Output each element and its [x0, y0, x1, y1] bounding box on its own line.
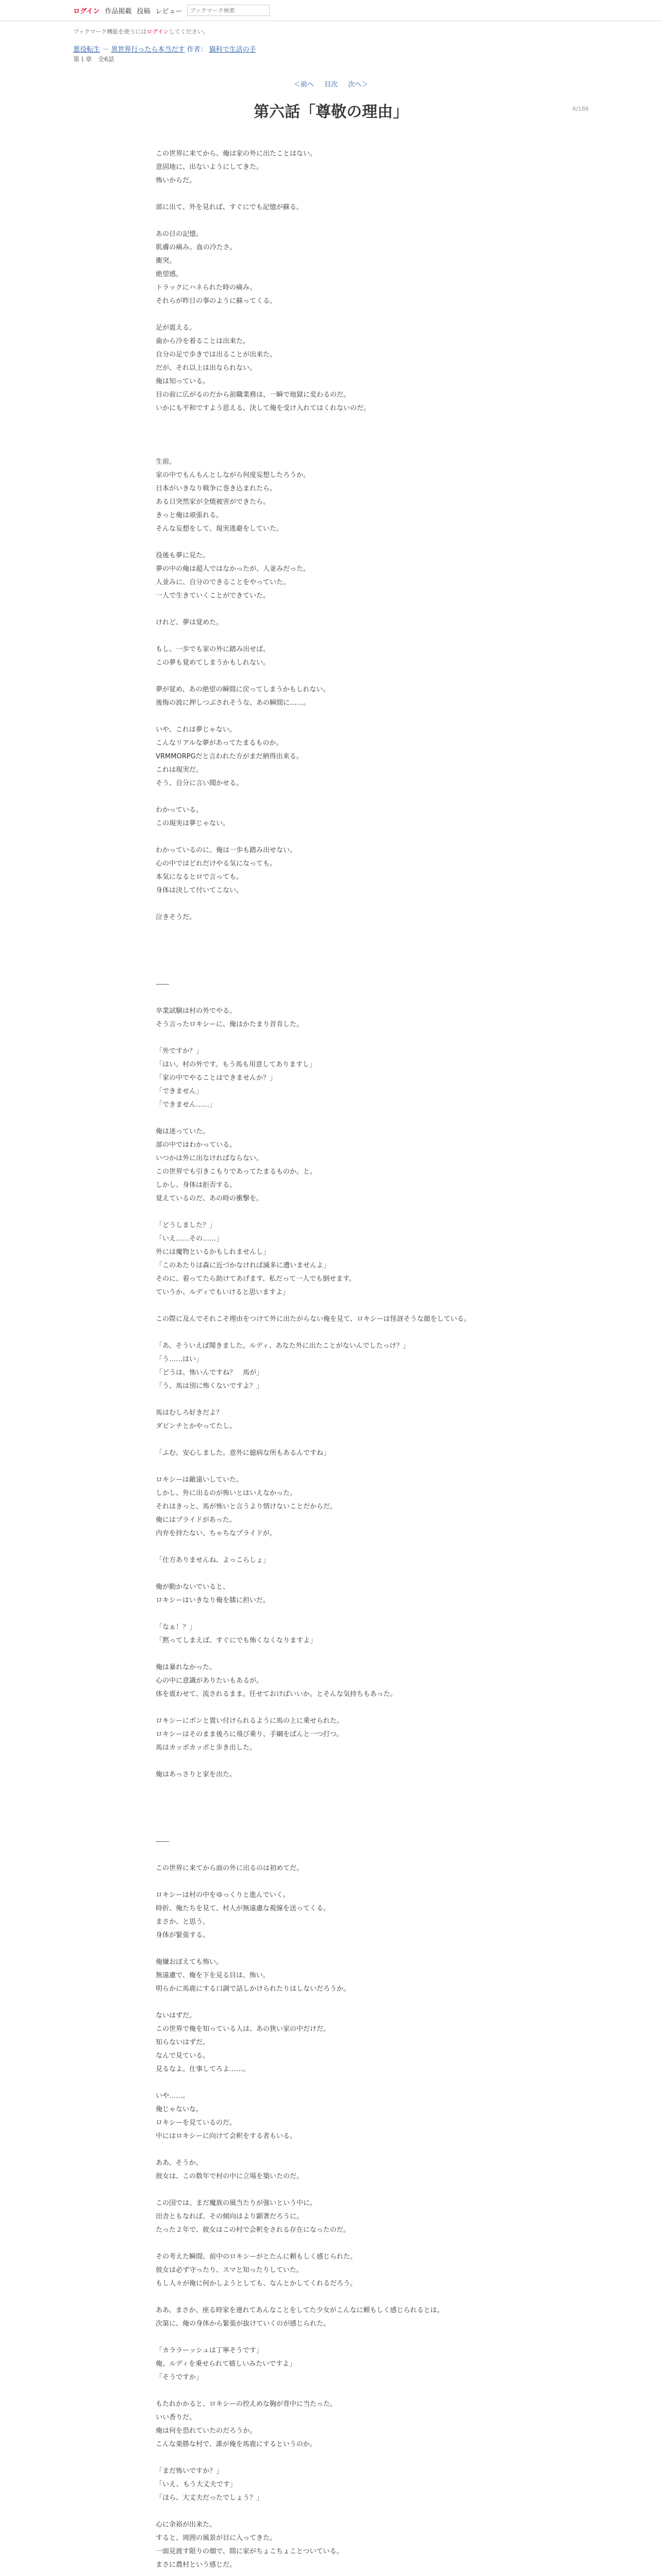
- paragraph: 「ふむ。安心しました。意外に臆病な所もあるんですね」: [156, 1449, 330, 1457]
- paragraph: [156, 2505, 506, 2518]
- next-link[interactable]: 次へ＞: [348, 81, 369, 89]
- paragraph: [156, 1031, 506, 1045]
- paragraph: 後悔の波に押しつぶされそうな、あの瞬間に……。: [156, 699, 310, 707]
- login-notice: [73, 27, 589, 36]
- paragraph: こんなリアルな夢があってたまるものか。: [156, 739, 283, 747]
- paragraph: この際に及んでそれこそ理由をつけて外に出たがらない俺を見て、ロキシーは怪訝そうな顔をしている。: [156, 1315, 471, 1323]
- paragraph: [156, 991, 506, 1005]
- paragraph: 一人で生きていくことができていた。: [156, 592, 270, 600]
- paragraph: [156, 938, 506, 951]
- nav-item-submit[interactable]: 投稿: [137, 7, 151, 15]
- paragraph: それはきっと、馬が怖いと言うより情けないことだからだ。: [156, 1503, 337, 1511]
- paragraph: 明らかに馬鹿にする口調で話しかけられたりはしないだろうか。: [156, 1985, 351, 1993]
- paragraph: [156, 2076, 506, 2090]
- paragraph: いい香りだ。: [156, 2414, 196, 2421]
- paragraph: ああ、まさか、座る時家を連れてあんなことをしてた少女がこんなに頼もしく感じられるとは。: [156, 2307, 444, 2314]
- paragraph: 泣きそうだ。: [156, 913, 196, 921]
- paragraph: [156, 1112, 506, 1125]
- paragraph: 「う、馬は別に怖くないですよ？」: [156, 1382, 263, 1390]
- paragraph: 卒業試験は村の外でやる。: [156, 1007, 237, 1015]
- paragraph: 「う……はい」: [156, 1355, 203, 1363]
- paragraph: ある日突然家が全焼被害ができたら。: [156, 498, 270, 506]
- paragraph: 役後も夢に見た。: [156, 552, 210, 560]
- login-link[interactable]: ログイン: [73, 7, 100, 15]
- paragraph: [156, 790, 506, 804]
- paragraph: わかっているのに、俺は一歩も踏み出せない。: [156, 846, 297, 854]
- paragraph: 俺が動かないでいると、: [156, 1583, 230, 1591]
- main-container: [73, 27, 589, 2576]
- paragraph: 日本がいきなり戦争に巻き込まれたら。: [156, 485, 277, 493]
- paragraph: [156, 2237, 506, 2250]
- paragraph: [156, 1206, 506, 1219]
- paragraph: [156, 2183, 506, 2197]
- paragraph: いや、これは夢じゃない。: [156, 726, 236, 734]
- paragraph: 「このあたりは森に近づかなければ滅多に遭いませんよ」: [156, 1262, 330, 1269]
- paragraph: 部に出て、外を見れば、すぐにでも記憶が蘇る。: [156, 204, 303, 211]
- paragraph: [156, 1701, 506, 1715]
- paragraph: 俺はあっさりと家を出た。: [156, 1771, 236, 1778]
- paragraph: 俺じゃないな。: [156, 2106, 203, 2113]
- paragraph: 怖いからだ。: [156, 177, 196, 184]
- paragraph: [156, 2291, 506, 2304]
- paragraph: [156, 710, 506, 723]
- paragraph: [156, 1996, 506, 2009]
- paragraph: [156, 897, 506, 911]
- paragraph: 夢が覚め、あの絶望の瞬間に戻ってしまうかもしれない。: [156, 686, 330, 693]
- paragraph: そう、自分に言い聞かせる。: [156, 779, 243, 787]
- paragraph: 俺は知っている。: [156, 378, 210, 385]
- paragraph: [156, 2331, 506, 2344]
- paragraph: [156, 670, 506, 683]
- paragraph: ダビンチとかやってたし。: [156, 1422, 237, 1430]
- paragraph: [156, 1795, 506, 1808]
- paragraph: 「どうしました？」: [156, 1222, 217, 1229]
- paragraph: 心の中ではどれだけやる気になっても。: [156, 860, 277, 868]
- author-label: 作者：: [187, 46, 207, 54]
- paragraph: 内弁を持たない、ちゃちなプライドが。: [156, 1530, 276, 1537]
- story-title: 第六話「尊敬の理由」: [254, 103, 408, 121]
- paragraph: ああ、そうか。: [156, 2159, 203, 2167]
- paragraph: いつかは外に出なければならない。: [156, 1155, 263, 1162]
- paragraph: 時折、俺たちを見て、村人が無遠慮な視線を送ってくる。: [156, 1905, 330, 1912]
- paragraph: [156, 1808, 506, 1822]
- paragraph: そう言ったロキシーに、俺はかたまり首肯した。: [156, 1021, 303, 1028]
- paragraph: [156, 1875, 506, 1889]
- series-title: [73, 44, 589, 54]
- chapter-info: 第１章 全6話: [73, 56, 114, 63]
- paragraph: 生前。: [156, 458, 176, 466]
- paragraph: 心に余裕が出来た。: [156, 2521, 217, 2529]
- paragraph: 人並みに、自分のできることをやっていた。: [156, 579, 290, 586]
- paragraph: しかし、身体は拒否する。: [156, 1181, 237, 1189]
- paragraph: 本気になるとロで言っても。: [156, 873, 243, 881]
- notice-text-post: してください。: [169, 28, 209, 35]
- paragraph: この世界で俺を知っている人は、あの狭い家の中だけだ。: [156, 2025, 330, 2033]
- pager: [73, 79, 589, 89]
- paragraph: この現実は夢じゃない。: [156, 820, 230, 827]
- paragraph: 俺にはプライドがあった。: [156, 1516, 236, 1524]
- section-separator: ――: [156, 1838, 169, 1845]
- paragraph: 俺は何を恐れていたのだろうか。: [156, 2427, 257, 2435]
- paragraph: 一面見渡す限りの畑で、間に家がちょこちょことついている。: [156, 2548, 343, 2555]
- top-bar: [0, 0, 662, 21]
- paragraph: もし人々が俺に何かしようとしても、なんとかしてくれるだろう。: [156, 2280, 357, 2287]
- paragraph: 無遠慮で、俺を下を見る目は、怖い。: [156, 1972, 270, 1979]
- paragraph: 「黙ってしまえば、すぐにでも怖くなくなりますよ」: [156, 1637, 317, 1645]
- paragraph: [156, 1822, 506, 1835]
- paragraph: しかし、外に出るのが怖いとはいえなかった。: [156, 1489, 297, 1497]
- paragraph: 知らないはずだ。: [156, 2039, 210, 2046]
- paragraph: 「いえ……その……」: [156, 1235, 223, 1243]
- paragraph: まさか、と思う。: [156, 1918, 210, 1926]
- paragraph: 肌膚の痛み。血の冷たさ。: [156, 244, 237, 251]
- paragraph: それらが昨日の事のように蘇ってくる。: [156, 297, 277, 305]
- paragraph: [156, 1460, 506, 1473]
- paragraph: そのに、着ってたら助けてあげます、私だって一人でも倒せます。: [156, 1275, 356, 1283]
- index-link[interactable]: 目次: [324, 81, 338, 89]
- paragraph: いかにも平和ですよう思える、決して俺を受け入れてはくれないのだ。: [156, 404, 371, 412]
- paragraph: なんで見ている。: [156, 2052, 210, 2060]
- paragraph: 中にはロキシーに向けて会釈をする者もいる。: [156, 2132, 296, 2140]
- paragraph: 身体は決して付いてこない。: [156, 887, 243, 894]
- paragraph: 心の中に意識がありたいもあるが。: [156, 1677, 263, 1685]
- paragraph: [156, 1393, 506, 1406]
- paragraph: [156, 536, 506, 549]
- paragraph: 彼女は必ず守ったり、スマと知ったりしていた。: [156, 2266, 303, 2274]
- page-number: 6/186: [572, 106, 589, 112]
- paragraph: いや……。: [156, 2092, 190, 2100]
- paragraph: 体を震わせて、流されるまま。任せておけばいいか。とそんな気持ちもあった。: [156, 1690, 397, 1698]
- paragraph: だが、それ以上は出なられない。: [156, 364, 257, 372]
- nav-item-review[interactable]: レビュー: [155, 7, 183, 15]
- section-separator: ――: [156, 980, 169, 988]
- paragraph: この世界でも引きこもりであってたまるものか。と。: [156, 1168, 317, 1176]
- paragraph: 田舎ともなれば、その傾向はより顕著だろうに。: [156, 2213, 304, 2221]
- paragraph: ロキシーはいきなり俺を膝に担いだ。: [156, 1597, 270, 1604]
- paragraph: 「仕方ありませんね、よっこらしょ」: [156, 1556, 270, 1564]
- paragraph: [156, 2143, 506, 2157]
- paragraph: その考えた瞬間、前中のロキシーがとたんに頼もしく感じられた。: [156, 2253, 357, 2261]
- paragraph: 彼女は、この数年で村の中に立場を築いたのだ。: [156, 2173, 304, 2180]
- paragraph: 馬はむしろ好きだよ？: [156, 1409, 223, 1417]
- paragraph: 自分の足で歩きでは出ることが出来た。: [156, 351, 277, 359]
- paragraph: 馬はカッポカッポと歩き出した。: [156, 1744, 256, 1752]
- paragraph: [156, 924, 506, 938]
- paragraph: この世界に来てから、俺は家の外に出たことはない。: [156, 150, 317, 158]
- notice-text-pre: ブックマーク機能を使うには: [73, 28, 147, 35]
- series-separator: －: [102, 46, 109, 54]
- paragraph: 「できません……」: [156, 1101, 217, 1109]
- paragraph: 家の中でもんもんとしながら何度妄想したろうか。: [156, 471, 310, 479]
- nav-item-post[interactable]: 作品掲載: [105, 7, 132, 15]
- paragraph: [156, 1942, 506, 1956]
- paragraph: [156, 1299, 506, 1313]
- paragraph: もたれかかると、ロキシーの控えめな胸が背中に当たった。: [156, 2400, 337, 2408]
- paragraph: 足が震える。: [156, 324, 196, 332]
- paragraph: 「家の中でやることはできませんか？」: [156, 1074, 277, 1082]
- paragraph: 「はい。村の外です。もう馬も用意してありますし」: [156, 1061, 316, 1069]
- paragraph: [156, 1755, 506, 1768]
- paragraph: [156, 831, 506, 844]
- paragraph: 俺は暴れなかった。: [156, 1664, 217, 1671]
- paragraph: [156, 214, 506, 228]
- paragraph: この国では、まだ魔族の風当たりが強いという中に。: [156, 2199, 317, 2207]
- top-bar-inner: [73, 0, 589, 21]
- paragraph: 「できません」: [156, 1088, 203, 1095]
- paragraph: [156, 603, 506, 616]
- paragraph: わかっている。: [156, 806, 203, 814]
- paragraph: ていうか、ルディでもいけると思いますよ」: [156, 1289, 289, 1296]
- paragraph: [156, 308, 506, 321]
- paragraph: [156, 1567, 506, 1581]
- paragraph: 意固地に、出ないようにしてきた。: [156, 163, 263, 171]
- paragraph: きっと俺は頑張れる。: [156, 512, 223, 519]
- paragraph: 部の中ではわかっている。: [156, 1141, 237, 1149]
- paragraph: [156, 1326, 506, 1340]
- paragraph: 「どうは、怖いんですね？ 馬が」: [156, 1369, 263, 1377]
- paragraph: あの日の記憶。: [156, 230, 203, 238]
- paragraph: 俺は迷っていた。: [156, 1128, 210, 1136]
- paragraph: 身体が緊張する。: [156, 1931, 210, 1939]
- paragraph: 「まだ怖いですか？」: [156, 2467, 223, 2475]
- paragraph: けれど、夢は覚めた。: [156, 619, 223, 626]
- paragraph: [156, 2451, 506, 2465]
- paragraph: この夢も覚めてしまうかもしれない。: [156, 659, 270, 667]
- paragraph: もし、一歩でも家の外に踏み出せば。: [156, 646, 270, 653]
- paragraph: 次第に、俺の身体から緊張が抜けていくのが感じられた。: [156, 2320, 330, 2328]
- paragraph: 衝突。: [156, 257, 176, 265]
- paragraph: [156, 2384, 506, 2398]
- paragraph: [156, 415, 506, 429]
- paragraph: 絶望感。: [156, 270, 183, 278]
- paragraph: 目の前に広がるのだから前職業務は、一瞬で地獄に変わるのだ。: [156, 391, 351, 399]
- paragraph: [156, 2572, 506, 2576]
- paragraph: これは現実だ。: [156, 766, 203, 774]
- paragraph: ロキシーにボンと置い付けられるように馬の上に乗せられた。: [156, 1717, 343, 1725]
- paragraph: 「そうですか」: [156, 2374, 203, 2381]
- paragraph: たった２年で、彼女はこの村で会釈をされる存在になったのだ。: [156, 2226, 350, 2234]
- paragraph: [156, 964, 506, 978]
- paragraph: まさに農村という感じだ。: [156, 2561, 237, 2569]
- paragraph: 歯から冷を着ることは出来た。: [156, 337, 250, 345]
- paragraph: [156, 1433, 506, 1447]
- paragraph: ないはずだ。: [156, 2012, 196, 2020]
- paragraph: この世界に来てから面の外に出るのは初めてだ。: [156, 1865, 304, 1872]
- paragraph: 「あ、そういえば聞きました。ルディ、あなた外に出たことがないんでしたっけ？」: [156, 1342, 410, 1350]
- paragraph: ロキシーは村の中をゆっくりと進んでいく。: [156, 1891, 290, 1899]
- paragraph: そんな妄想をして、現実逃避をしていた。: [156, 525, 283, 533]
- prev-link[interactable]: ＜前へ: [293, 81, 314, 89]
- paragraph: 俺、ルディを乗せられて嬉しいみたいですよ」: [156, 2360, 296, 2368]
- paragraph: VRMMORPGだと言われた方がまだ納得出来る。: [156, 753, 303, 760]
- paragraph: こんな楽勝な村で、誰が俺を馬鹿にするというのか。: [156, 2441, 317, 2448]
- paragraph: 外には魔物といるかもしれませんし」: [156, 1248, 270, 1256]
- paragraph: [156, 188, 506, 201]
- paragraph: 夢の中の俺は超人ではなかったが、人並みだった。: [156, 565, 310, 573]
- paragraph: [156, 442, 506, 455]
- series-subtitle-link[interactable]: 異世界行ったら本当だす: [111, 46, 185, 54]
- paragraph: 「外ですか？」: [156, 1047, 203, 1055]
- paragraph: [156, 630, 506, 643]
- paragraph: 「いえ、もう大丈夫です」: [156, 2481, 237, 2488]
- author-link[interactable]: 猫科で生活の手: [209, 46, 256, 54]
- paragraph: [156, 1648, 506, 1661]
- paragraph: トラックにハネられた時の痛み。: [156, 284, 257, 292]
- paragraph: すると、周囲の風景が目に入ってきた。: [156, 2534, 277, 2542]
- paragraph: [156, 1782, 506, 1795]
- paragraph: 「カララーッシュは丁寧そうです」: [156, 2347, 263, 2354]
- paragraph: [156, 1540, 506, 1554]
- paragraph: [156, 429, 506, 442]
- story-body: [156, 147, 506, 2576]
- paragraph: 見るなよ。仕事してろよ……。: [156, 2065, 250, 2073]
- paragraph: 「なぁ！？」: [156, 1623, 196, 1631]
- paragraph: ロキシーは敵遠いしていた。: [156, 1476, 243, 1484]
- notice-login-link[interactable]: ログイン: [146, 28, 169, 35]
- paragraph: 俺嫌おぼえても怖い。: [156, 1958, 223, 1966]
- paragraph: [156, 1607, 506, 1621]
- paragraph: 覚えているのだ、あの時の衝撃を。: [156, 1195, 263, 1202]
- series-link[interactable]: 悪役転生: [73, 46, 101, 54]
- paragraph: ロキシーを見ているのだ。: [156, 2119, 236, 2127]
- paragraph: [156, 1849, 506, 1862]
- paragraph: ロキシーはそのまま後ろに飛び乗り、手綱をぱんと一つ打つ。: [156, 1731, 343, 1738]
- bookmark-search-input[interactable]: [187, 5, 270, 16]
- paragraph: 「ほら、大丈夫だったでしょう？」: [156, 2494, 263, 2502]
- paragraph: [156, 951, 506, 964]
